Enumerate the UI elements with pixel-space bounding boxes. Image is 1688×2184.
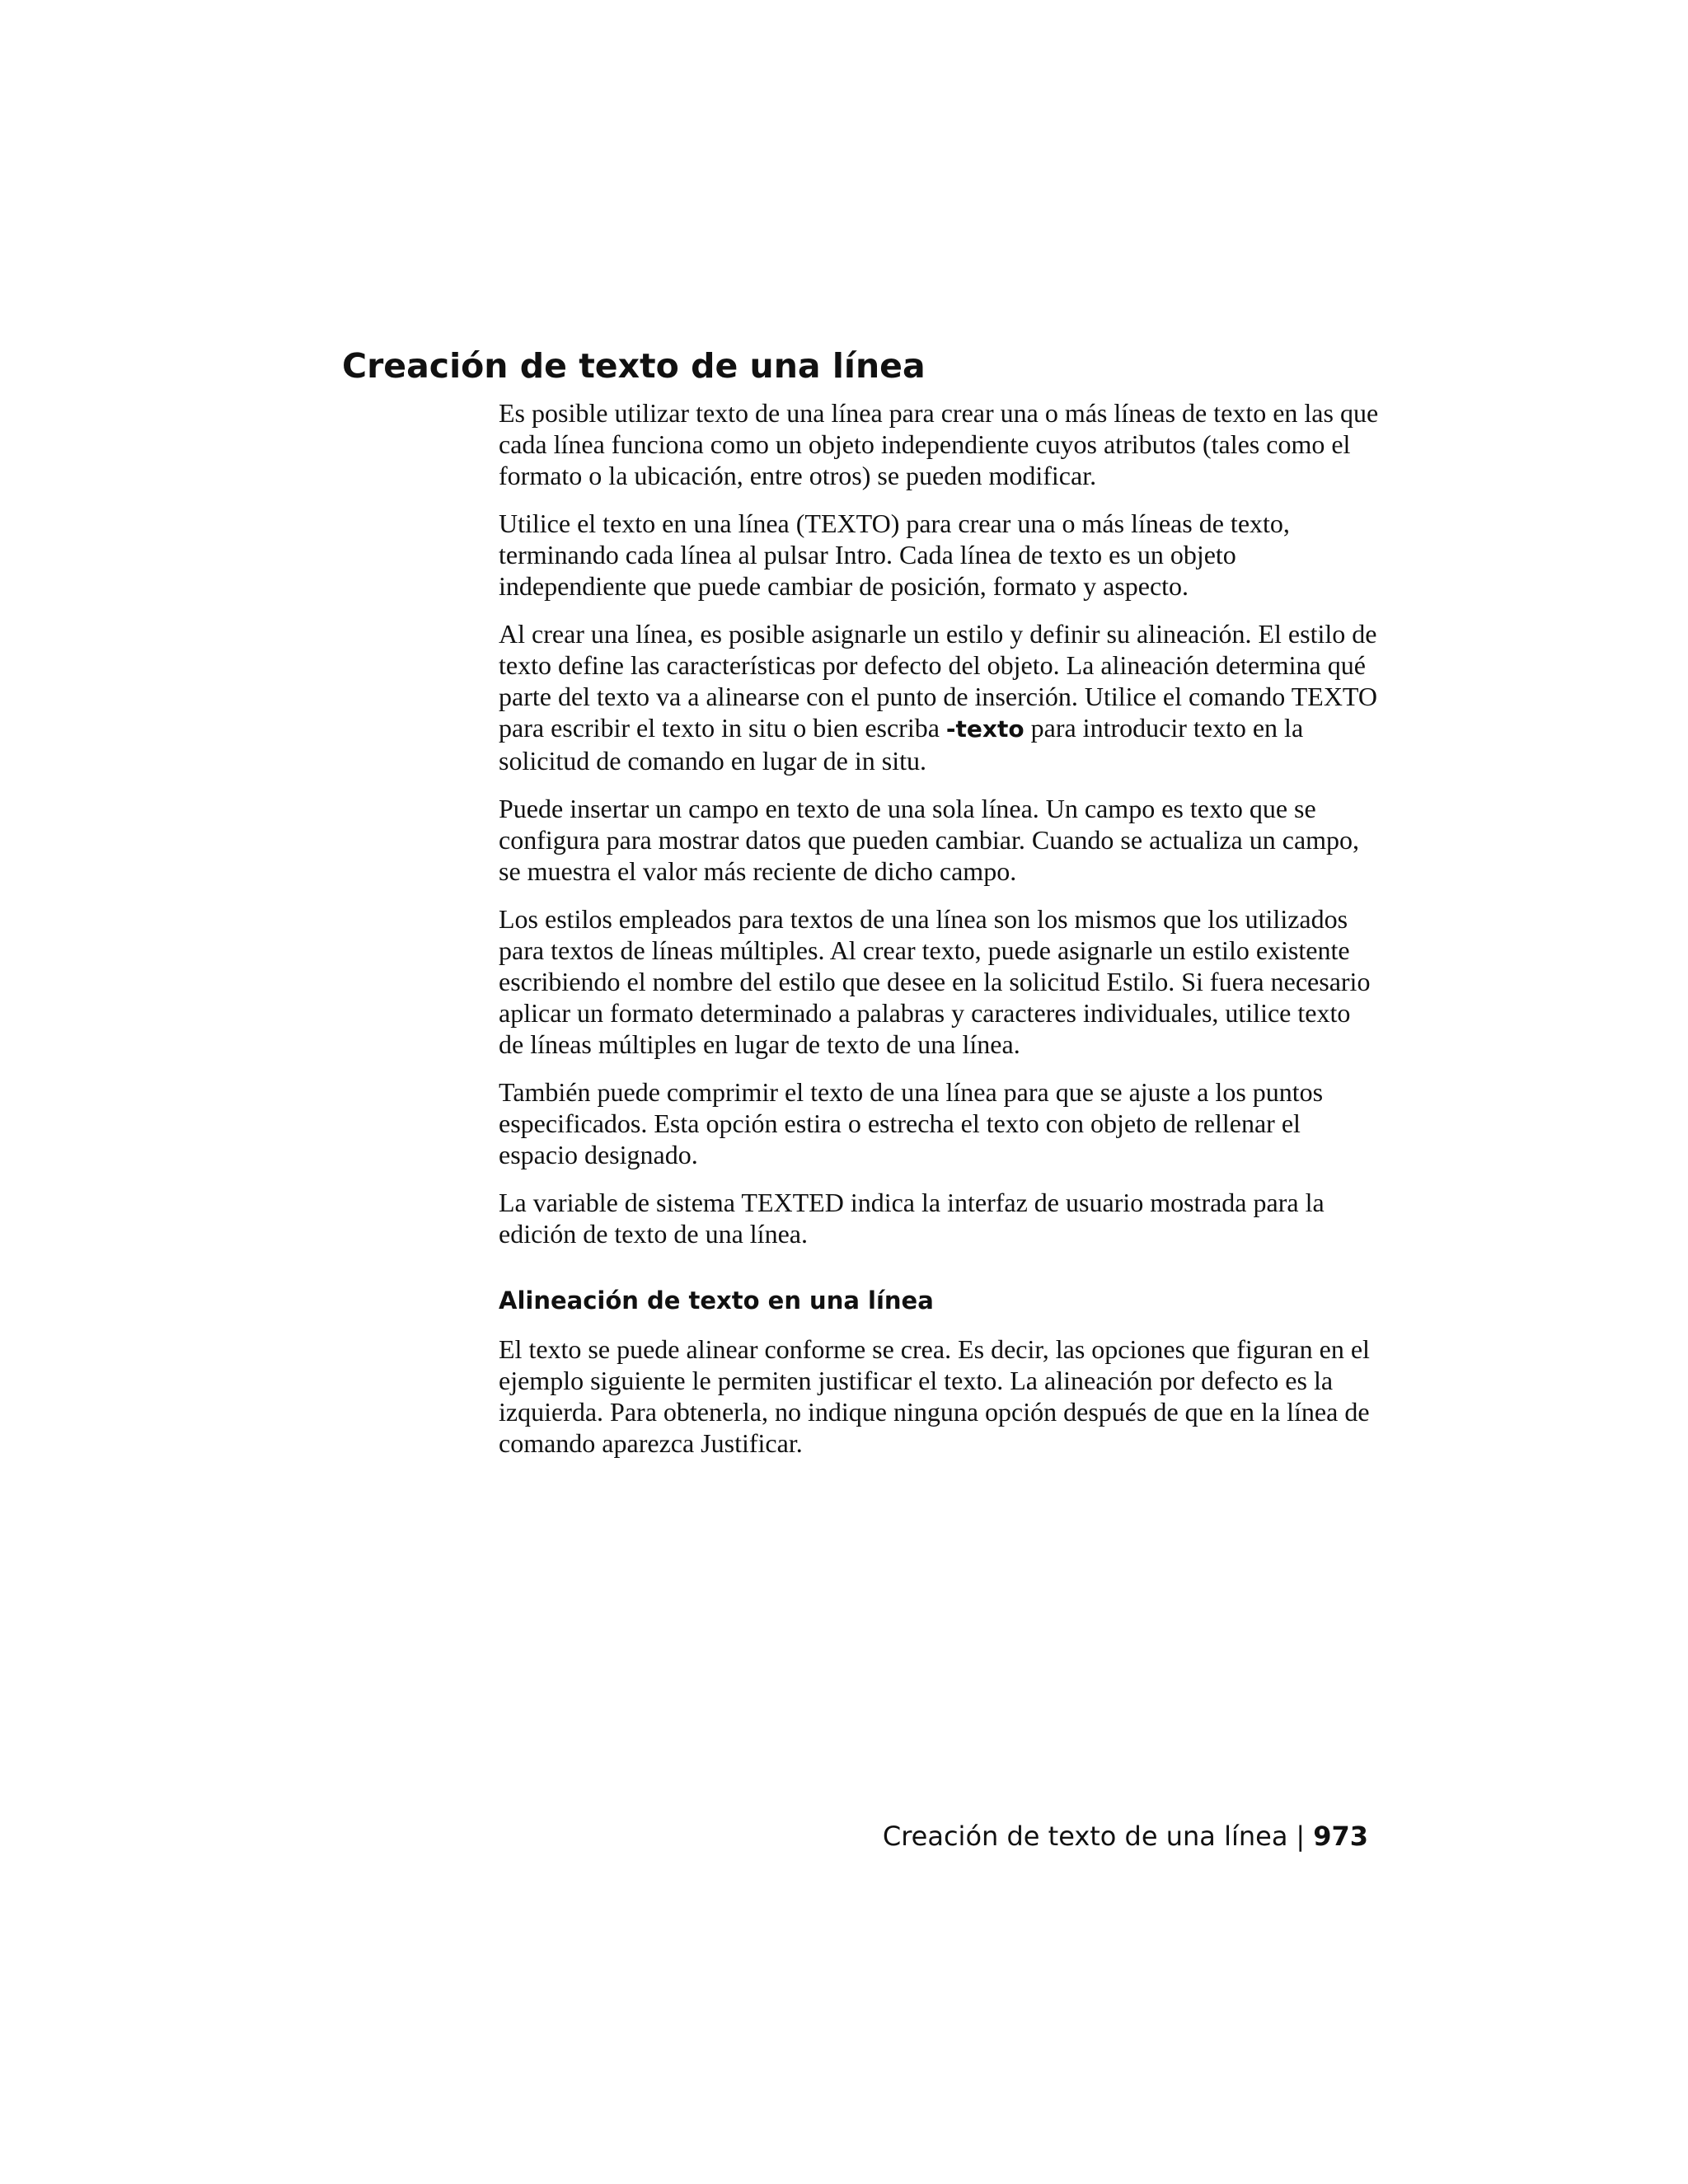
running-title: Creación de texto de una línea <box>882 1821 1288 1852</box>
paragraph: Utilice el texto en una línea (TEXTO) para crear una o más líneas de texto, terminando cada línea al pulsar Intro. Cada línea de texto es un objeto independiente que puede cambiar de posición, formato y aspecto. <box>499 509 1290 601</box>
paragraph <box>499 618 1381 776</box>
paragraph: Los estilos empleados para textos de una línea son los mismos que los utilizados para textos de líneas múltiples. Al crear texto, puede asignarle un estilo existente escribiendo el nombre del estilo que desee en la solicitud Estilo. Si fuera necesario aplicar un formato determinado a palabras y caracteres individuales, utilice texto de líneas múltiples en lugar de texto de una línea. <box>499 904 1371 1059</box>
paragraph: Es posible utilizar texto de una línea para crear una o más líneas de texto en las que cada línea funciona como un objeto independiente cuyos atributos (tales como el formato o la ubicación, entre otros) se pueden modificar. <box>499 398 1379 490</box>
page-footer <box>883 1820 1368 1853</box>
paragraph-text: para introducir texto en la solicitud de comando en lugar de in situ. <box>499 713 1304 776</box>
section-title: Creación de texto de una línea <box>342 346 926 386</box>
paragraph-text: Al crear una línea, es posible asignarle un estilo y definir su alineación. El estilo de texto define las características por defecto del objeto. La alineación determina qué parte del texto va a alinearse con el punto de inserción. Utilice el comando TEXTO para escribir el texto in situ o bien escriba <box>499 619 1377 743</box>
body-column <box>499 397 1381 1475</box>
paragraph: También puede comprimir el texto de una línea para que se ajuste a los puntos especificados. Esta opción estira o estrecha el texto con objeto de rellenar el espacio designado. <box>499 1077 1324 1169</box>
page-number: 973 <box>1313 1821 1368 1852</box>
paragraph: El texto se puede alinear conforme se crea. Es decir, las opciones que figuran en el ejemplo siguiente le permiten justificar el texto. La alineación por defecto es la izquierda. Para obtenerla, no indique ninguna opción después de que en la línea de comando aparezca Justificar. <box>499 1334 1370 1458</box>
paragraph: La variable de sistema TEXTED indica la interfaz de usuario mostrada para la edición de texto de una línea. <box>499 1188 1325 1249</box>
command-name: -texto <box>945 715 1025 743</box>
subsection-title: Alineación de texto en una línea <box>499 1286 934 1315</box>
paragraph: Puede insertar un campo en texto de una sola línea. Un campo es texto que se configura para mostrar datos que pueden cambiar. Cuando se actualiza un campo, se muestra el valor más reciente de dicho campo. <box>499 794 1360 886</box>
footer-separator: | <box>1296 1821 1306 1852</box>
